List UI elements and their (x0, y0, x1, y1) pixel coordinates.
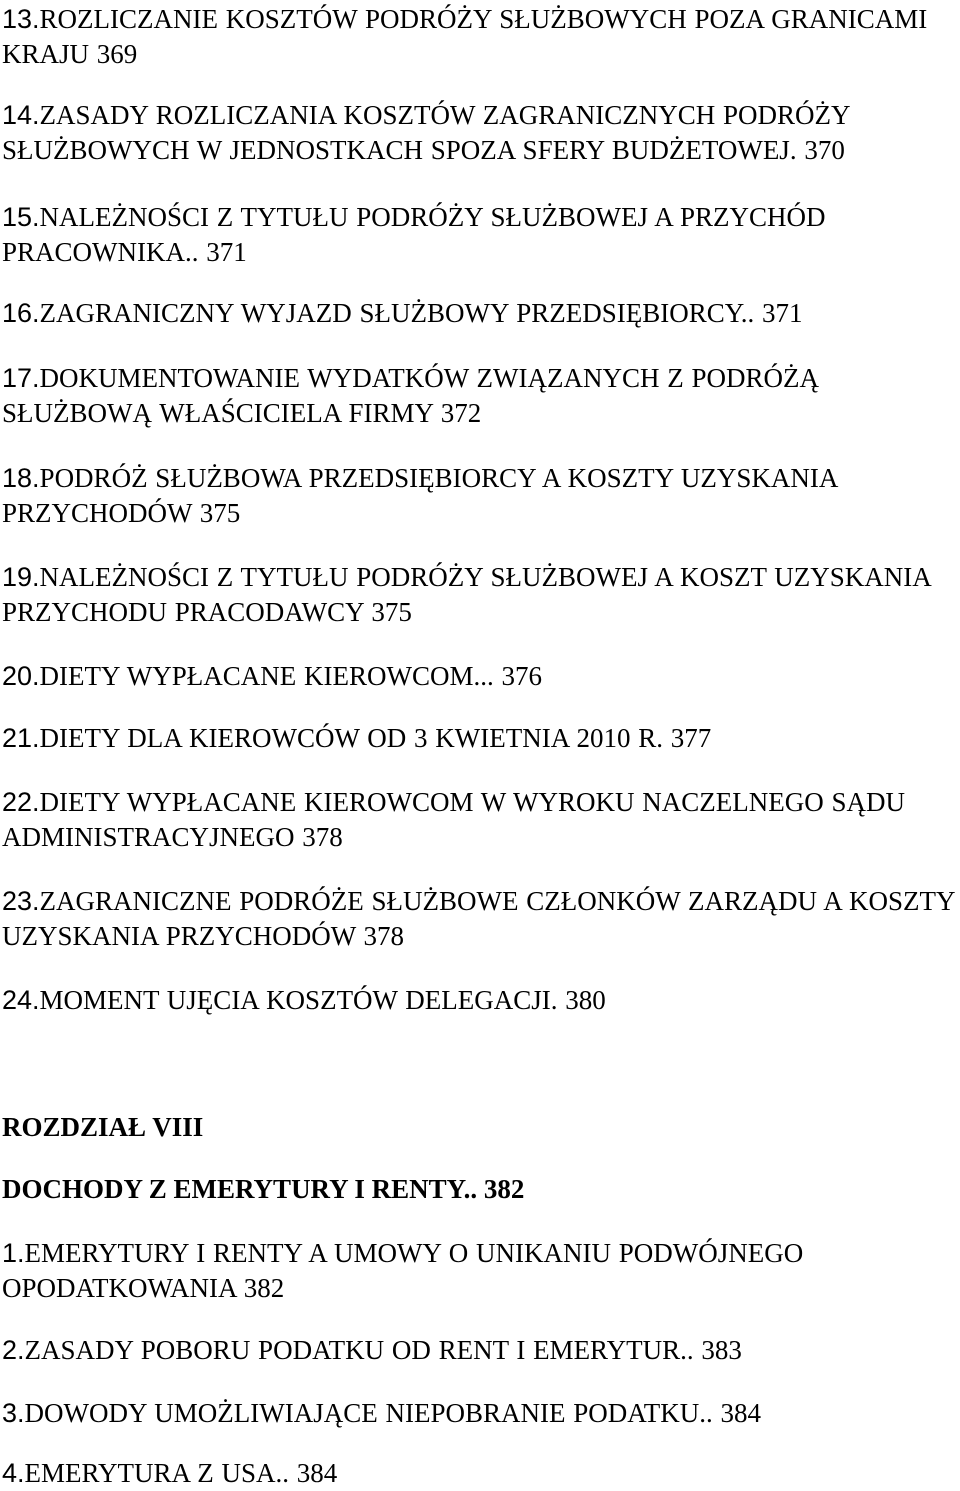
toc-entry-3[interactable] (2, 1396, 761, 1431)
toc-entry-14[interactable] (2, 98, 958, 168)
toc-entry-number: 13. (2, 4, 40, 34)
toc-entry-13[interactable] (2, 2, 958, 72)
toc-entry-number: 19. (2, 562, 40, 592)
toc-entry-text: ZASADY ROZLICZANIA KOSZTÓW ZAGRANICZNYCH PODRÓŻY SŁUŻBOWYCH W JEDNOSTKACH SPOZA SFERY BUDŻETOWEJ. 370 (2, 100, 850, 165)
toc-entry-text: ROZLICZANIE KOSZTÓW PODRÓŻY SŁUŻBOWYCH POZA GRANICAMI KRAJU 369 (2, 4, 928, 69)
toc-entry-19[interactable] (2, 560, 958, 630)
toc-entry-1[interactable] (2, 1236, 958, 1306)
toc-entry-number: 17. (2, 363, 40, 393)
toc-entry-23[interactable] (2, 884, 958, 954)
toc-entry-17[interactable] (2, 361, 958, 431)
toc-entry-text: PODRÓŻ SŁUŻBOWA PRZEDSIĘBIORCY A KOSZTY UZYSKANIA PRZYCHODÓW 375 (2, 463, 837, 528)
toc-entry-number: 22. (2, 787, 40, 817)
toc-entry-text: ZASADY POBORU PODATKU OD RENT I EMERYTUR.. 383 (24, 1335, 742, 1365)
toc-entry-24[interactable] (2, 983, 606, 1018)
toc-entry-4[interactable] (2, 1456, 337, 1491)
toc-entry-text: DIETY DLA KIEROWCÓW OD 3 KWIETNIA 2010 R. 377 (39, 723, 712, 753)
toc-entry-text: NALEŻNOŚCI Z TYTUŁU PODRÓŻY SŁUŻBOWEJ A KOSZT UZYSKANIA PRZYCHODU PRACODAWCY 375 (2, 562, 931, 627)
toc-entry-20[interactable] (2, 659, 542, 694)
toc-entry-number: 3. (2, 1398, 25, 1428)
toc-entry-15[interactable] (2, 200, 958, 270)
toc-entry-18[interactable] (2, 461, 958, 531)
toc-entry-text: DIETY WYPŁACANE KIEROWCOM... 376 (39, 661, 543, 691)
toc-entry-number: 21. (2, 723, 40, 753)
toc-entry-22[interactable] (2, 785, 958, 855)
toc-entry-number: 23. (2, 886, 40, 916)
toc-entry-number: 18. (2, 463, 40, 493)
toc-entry-number: 16. (2, 298, 40, 328)
toc-entry-text: EMERYTURA Z USA.. 384 (24, 1458, 338, 1488)
toc-entry-number: 24. (2, 985, 40, 1015)
chapter-label: ROZDZIAŁ VIII (2, 1112, 204, 1142)
toc-entry-text: DOKUMENTOWANIE WYDATKÓW ZWIĄZANYCH Z PODRÓŻĄ SŁUŻBOWĄ WŁAŚCICIELA FIRMY 372 (2, 363, 819, 428)
toc-entry-text: DIETY WYPŁACANE KIEROWCOM W WYROKU NACZELNEGO SĄDU ADMINISTRACYJNEGO 378 (2, 787, 905, 852)
chapter-title[interactable]: DOCHODY Z EMERYTURY I RENTY.. 382 (2, 1174, 525, 1204)
toc-entry-number: 15. (2, 202, 40, 232)
toc-entry-number: 2. (2, 1335, 25, 1365)
toc-entry-text: ZAGRANICZNE PODRÓŻE SŁUŻBOWE CZŁONKÓW ZARZĄDU A KOSZTY UZYSKANIA PRZYCHODÓW 378 (2, 886, 955, 951)
toc-entry-text: ZAGRANICZNY WYJAZD SŁUŻBOWY PRZEDSIĘBIORCY.. 371 (39, 298, 803, 328)
toc-entry-2[interactable] (2, 1333, 742, 1368)
toc-entry-number: 14. (2, 100, 40, 130)
toc-entry-number: 20. (2, 661, 40, 691)
toc-entry-text: EMERYTURY I RENTY A UMOWY O UNIKANIU PODWÓJNEGO OPODATKOWANIA 382 (2, 1238, 804, 1303)
toc-entry-text: NALEŻNOŚCI Z TYTUŁU PODRÓŻY SŁUŻBOWEJ A PRZYCHÓD PRACOWNIKA.. 371 (2, 202, 826, 267)
toc-entry-text: MOMENT UJĘCIA KOSZTÓW DELEGACJI. 380 (39, 985, 606, 1015)
toc-entry-21[interactable] (2, 721, 711, 756)
toc-entry-number: 4. (2, 1458, 25, 1488)
toc-entry-16[interactable] (2, 296, 803, 331)
toc-entry-text: DOWODY UMOŻLIWIAJĄCE NIEPOBRANIE PODATKU.. 384 (24, 1398, 761, 1428)
toc-entry-number: 1. (2, 1238, 25, 1268)
